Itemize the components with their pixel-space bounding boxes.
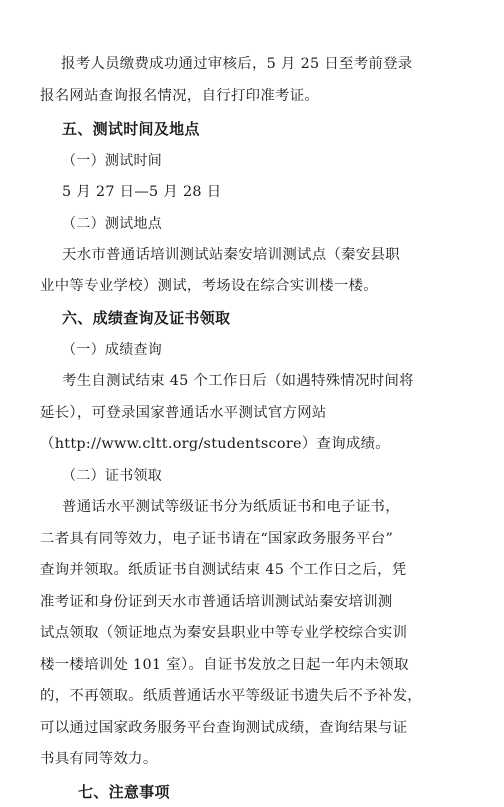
date-range: 5 月 27 日—5 月 28 日 — [62, 184, 222, 200]
paragraph-line: 天水市普通话培训测试站秦安培训测试点（秦安县职 — [62, 247, 400, 263]
paragraph-line: 报名网站查询报名情况，自行打印准考证。 — [40, 88, 320, 104]
subsection-heading: （二）测试地点 — [62, 216, 163, 232]
paragraph-line: 报考人员缴费成功通过审核后，5 月 25 日至考前登录 — [61, 56, 413, 72]
paragraph-line: （http://www.cltt.org/studentscore）查询成绩。 — [40, 436, 390, 452]
subsection-heading: （一）成绩查询 — [62, 342, 163, 358]
paragraph-line: 准考证和身份证到天水市普通话培训测试站秦安培训测 — [40, 594, 393, 610]
paragraph-line: 楼一楼培训处 101 室）。自证书发放之日起一年内未领取 — [40, 657, 409, 673]
paragraph-line: 书具有同等效力。 — [40, 751, 158, 767]
section-heading: 五、测试时间及地点 — [62, 120, 200, 138]
paragraph-line: 查询并领取。纸质证书自测试结束 45 个工作日之后，凭 — [40, 562, 407, 578]
paragraph-line: 考生自测试结束 45 个工作日后（如遇特殊情况时间将 — [62, 373, 414, 389]
paragraph-line: 二者具有同等效力，电子证书请在“国家政务服务平台” — [40, 531, 394, 547]
paragraph-line: 延长），可登录国家普通话水平测试官方网站 — [40, 405, 327, 421]
subsection-heading: （二）证书领取 — [62, 468, 163, 484]
paragraph-line: 试点领取（领证地点为秦安县职业中等专业学校综合实训 — [40, 625, 408, 641]
section-heading: 六、成绩查询及证书领取 — [62, 309, 231, 327]
paragraph-line: 可以通过国家政务服务平台查询测试成绩，查询结果与证 — [40, 720, 408, 736]
paragraph-line: 的，不再领取。纸质普通话水平等级证书遗失后不予补发， — [40, 688, 422, 704]
paragraph-line: 业中等专业学校）测试，考场设在综合实训楼一楼。 — [40, 278, 378, 294]
paragraph-line: 普通话水平测试等级证书分为纸质证书和电子证书， — [62, 499, 400, 515]
subsection-heading: （一）测试时间 — [62, 153, 163, 169]
section-heading: 七、注意事项 — [78, 783, 170, 801]
